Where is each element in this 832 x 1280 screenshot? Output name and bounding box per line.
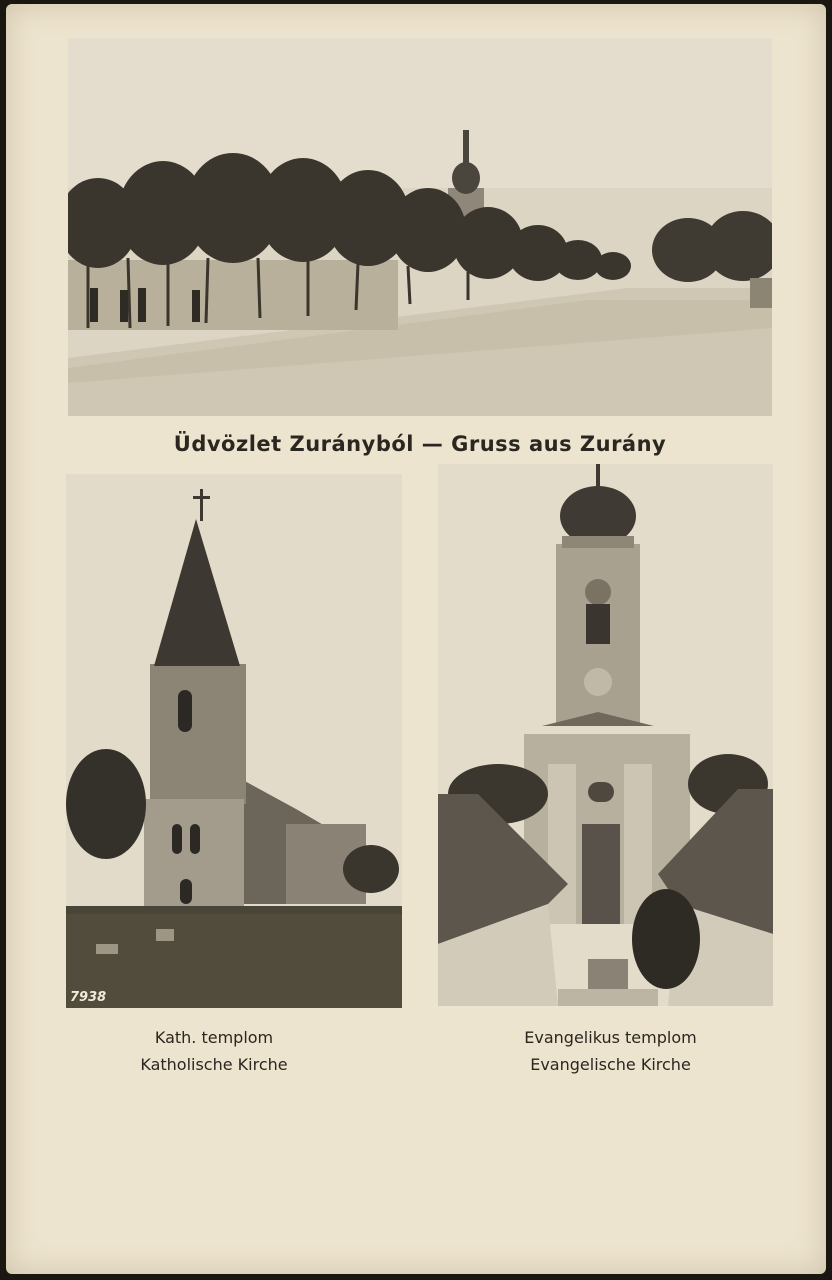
evangelical-caption-hungarian: Evangelikus templom [524,1028,697,1047]
catholic-caption-hungarian: Kath. templom [154,1028,274,1047]
catholic-church-caption [66,1024,362,1078]
street-photo [68,38,772,416]
evangelical-church-photo [438,464,773,1006]
catholic-church-image [66,474,402,1008]
evangelical-caption-german: Evangelische Kirche [530,1055,691,1074]
catholic-caption-german: Katholische Kirche [140,1055,288,1074]
street-scene-image [68,38,772,416]
greeting-title: Üdvözlet Zurányból — Gruss aus Zurány [173,432,667,456]
evangelical-church-caption [458,1024,763,1078]
plate-number: 7938 [70,990,107,1005]
evangelical-church-image [438,464,773,1006]
postcard [6,4,826,1274]
catholic-church-photo [66,474,402,1008]
